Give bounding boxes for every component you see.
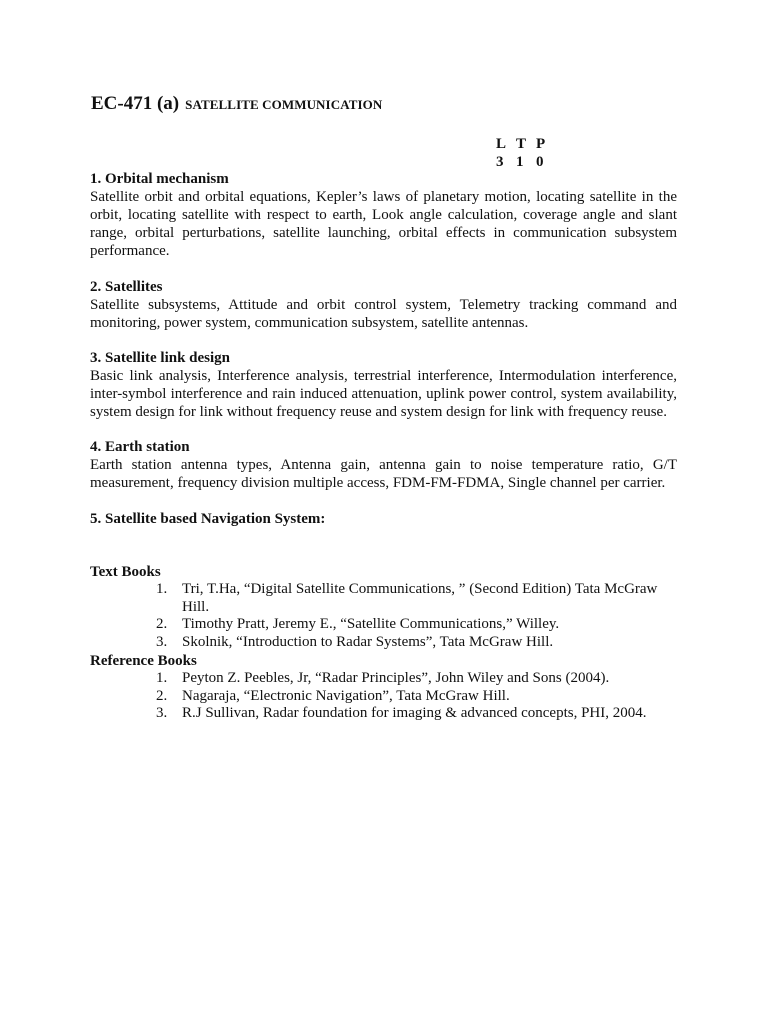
reference-books-heading: Reference Books bbox=[90, 653, 197, 669]
section-orbital-mechanism bbox=[90, 170, 677, 260]
book-entry: Peyton Z. Peebles, Jr, “Radar Principles”, John Wiley and Sons (2004). bbox=[182, 670, 610, 686]
list-number: 3. bbox=[156, 633, 168, 650]
section-satellites bbox=[90, 278, 677, 332]
list-item bbox=[156, 670, 676, 688]
section-body: Satellite subsystems, Attitude and orbit control system, Telemetry tracking command and monitoring, power system, communication subsystem, satellite antennas. bbox=[90, 297, 677, 331]
book-entry: Tri, T.Ha, “Digital Satellite Communications, ” (Second Edition) Tata McGraw Hill. bbox=[182, 581, 658, 615]
reference-books-list bbox=[156, 670, 676, 723]
list-number: 1. bbox=[156, 670, 168, 686]
section-satellite-link-design bbox=[90, 349, 677, 421]
list-item bbox=[156, 581, 676, 616]
list-number: 2. bbox=[156, 616, 168, 632]
section-body: Basic link analysis, Interference analysis, terrestrial interference, Intermodulation interference, inter-symbol interference and rain induced attenuation, uplink power control, system availability, system design for link without frequency reuse and system design for link with frequency reuse. bbox=[90, 368, 677, 420]
section-heading: 5. Satellite based Navigation System: bbox=[90, 511, 326, 527]
ltp-table bbox=[496, 135, 556, 171]
section-heading: 2. Satellites bbox=[90, 279, 163, 295]
text-books-heading: Text Books bbox=[90, 564, 161, 580]
ltp-value-l: 3 bbox=[496, 154, 504, 170]
list-number: 2. bbox=[156, 687, 168, 704]
list-item bbox=[156, 705, 676, 723]
ltp-value-t: 1 bbox=[516, 154, 524, 170]
section-earth-station bbox=[90, 438, 677, 492]
section-heading: 4. Earth station bbox=[90, 439, 190, 455]
section-body: Earth station antenna types, Antenna gain, antenna gain to noise temperature ratio, G/T measurement, frequency division multiple access, FDM-FM-FDMA, Single channel per carrier. bbox=[90, 457, 677, 491]
section-body: Satellite orbit and orbital equations, Kepler’s laws of planetary motion, locating satellite in the orbit, locating satellite with respect to earth, Look angle calculation, coverage angle and slant range, orbital perturbations, satellite launching, orbital effects in communication subsystem performance. bbox=[90, 189, 677, 259]
course-title-line bbox=[91, 93, 382, 115]
list-number: 1. bbox=[156, 581, 168, 597]
list-number: 3. bbox=[156, 705, 168, 721]
ltp-value-p: 0 bbox=[536, 154, 544, 170]
book-entry: R.J Sullivan, Radar foundation for imaging & advanced concepts, PHI, 2004. bbox=[182, 705, 647, 721]
book-entry: Nagaraja, “Electronic Navigation”, Tata McGraw Hill. bbox=[182, 687, 510, 704]
ltp-values-row bbox=[496, 153, 556, 171]
book-entry: Timothy Pratt, Jeremy E., “Satellite Communications,” Willey. bbox=[182, 616, 560, 632]
list-item bbox=[156, 634, 676, 652]
course-title: SATELLITE COMMUNICATION bbox=[185, 97, 383, 112]
list-item bbox=[156, 616, 676, 634]
section-heading: 1. Orbital mechanism bbox=[90, 171, 229, 187]
book-entry: Skolnik, “Introduction to Radar Systems”, Tata McGraw Hill. bbox=[182, 633, 554, 650]
ltp-labels-row bbox=[496, 135, 556, 153]
section-navigation-system bbox=[90, 510, 677, 528]
text-books-list bbox=[156, 581, 676, 651]
ltp-label-l: L bbox=[496, 136, 507, 152]
list-item bbox=[156, 688, 676, 706]
ltp-label-p: P bbox=[536, 136, 546, 152]
course-code: EC-471 (a) bbox=[91, 93, 180, 114]
section-heading: 3. Satellite link design bbox=[90, 350, 231, 366]
ltp-label-t: T bbox=[516, 136, 527, 152]
